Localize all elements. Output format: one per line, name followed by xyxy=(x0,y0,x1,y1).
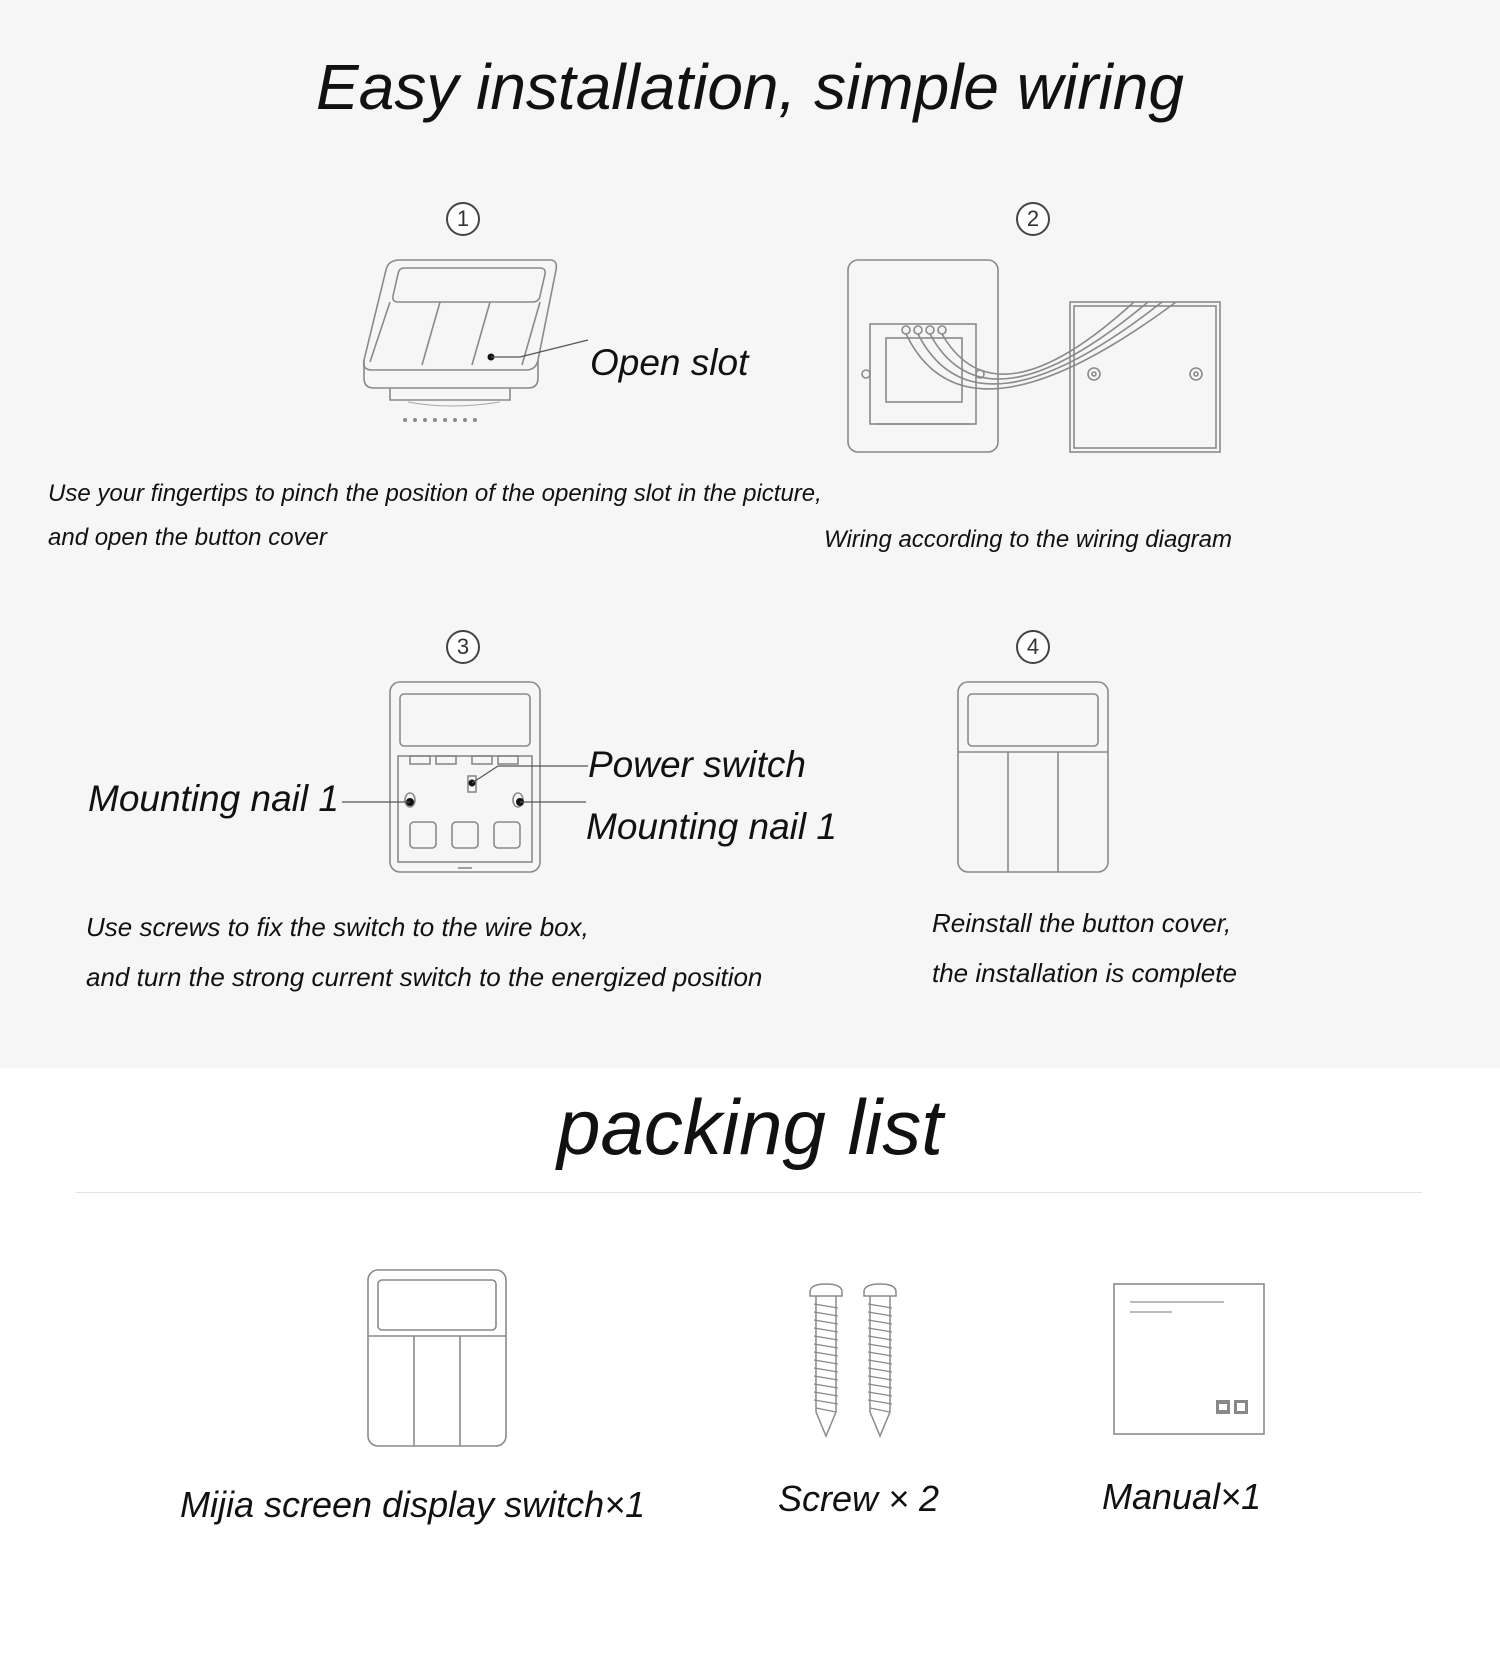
packing-item-switch-label: Mijia screen display switch×1 xyxy=(180,1484,646,1525)
mounting-nail-right-callout: Mounting nail 1 xyxy=(586,806,837,847)
step-4-description-line-1: Reinstall the button cover, xyxy=(932,908,1232,938)
power-switch-callout: Power switch xyxy=(588,744,806,785)
step-3-number: 3 xyxy=(446,630,480,664)
step-3-description-line-1: Use screws to fix the switch to the wire box, xyxy=(86,912,589,942)
packing-item-screw-label: Screw × 2 xyxy=(778,1478,940,1519)
packing-item-manual-label: Manual×1 xyxy=(1102,1476,1262,1517)
manual-icon xyxy=(1112,1282,1266,1436)
step-1-description-line-1: Use your fingertips to pinch the position of the opening slot in the picture, xyxy=(48,480,822,507)
switch-cover-open-illustration xyxy=(360,250,560,430)
switch-complete-illustration xyxy=(956,680,1112,876)
wiring-diagram-illustration xyxy=(846,258,1226,458)
step-3-description-line-2: and turn the strong current switch to the energized position xyxy=(86,962,763,992)
packing-divider xyxy=(76,1192,1422,1193)
step-1-number: 1 xyxy=(446,202,480,236)
mounting-nail-left-callout: Mounting nail 1 xyxy=(88,778,339,819)
installation-title: Easy installation, simple wiring xyxy=(316,51,1184,123)
packing-list-title: packing list xyxy=(557,1083,943,1171)
step-4-number: 4 xyxy=(1016,630,1050,664)
open-slot-callout: Open slot xyxy=(590,342,749,383)
switch-mounting-illustration xyxy=(388,680,544,876)
screw-icon xyxy=(806,1282,906,1438)
step-4-description-line-2: the installation is complete xyxy=(932,958,1237,988)
switch-icon xyxy=(366,1268,508,1448)
step-1-description-line-2: and open the button cover xyxy=(48,524,327,551)
step-2-number: 2 xyxy=(1016,202,1050,236)
step-2-description: Wiring according to the wiring diagram xyxy=(824,526,1232,553)
